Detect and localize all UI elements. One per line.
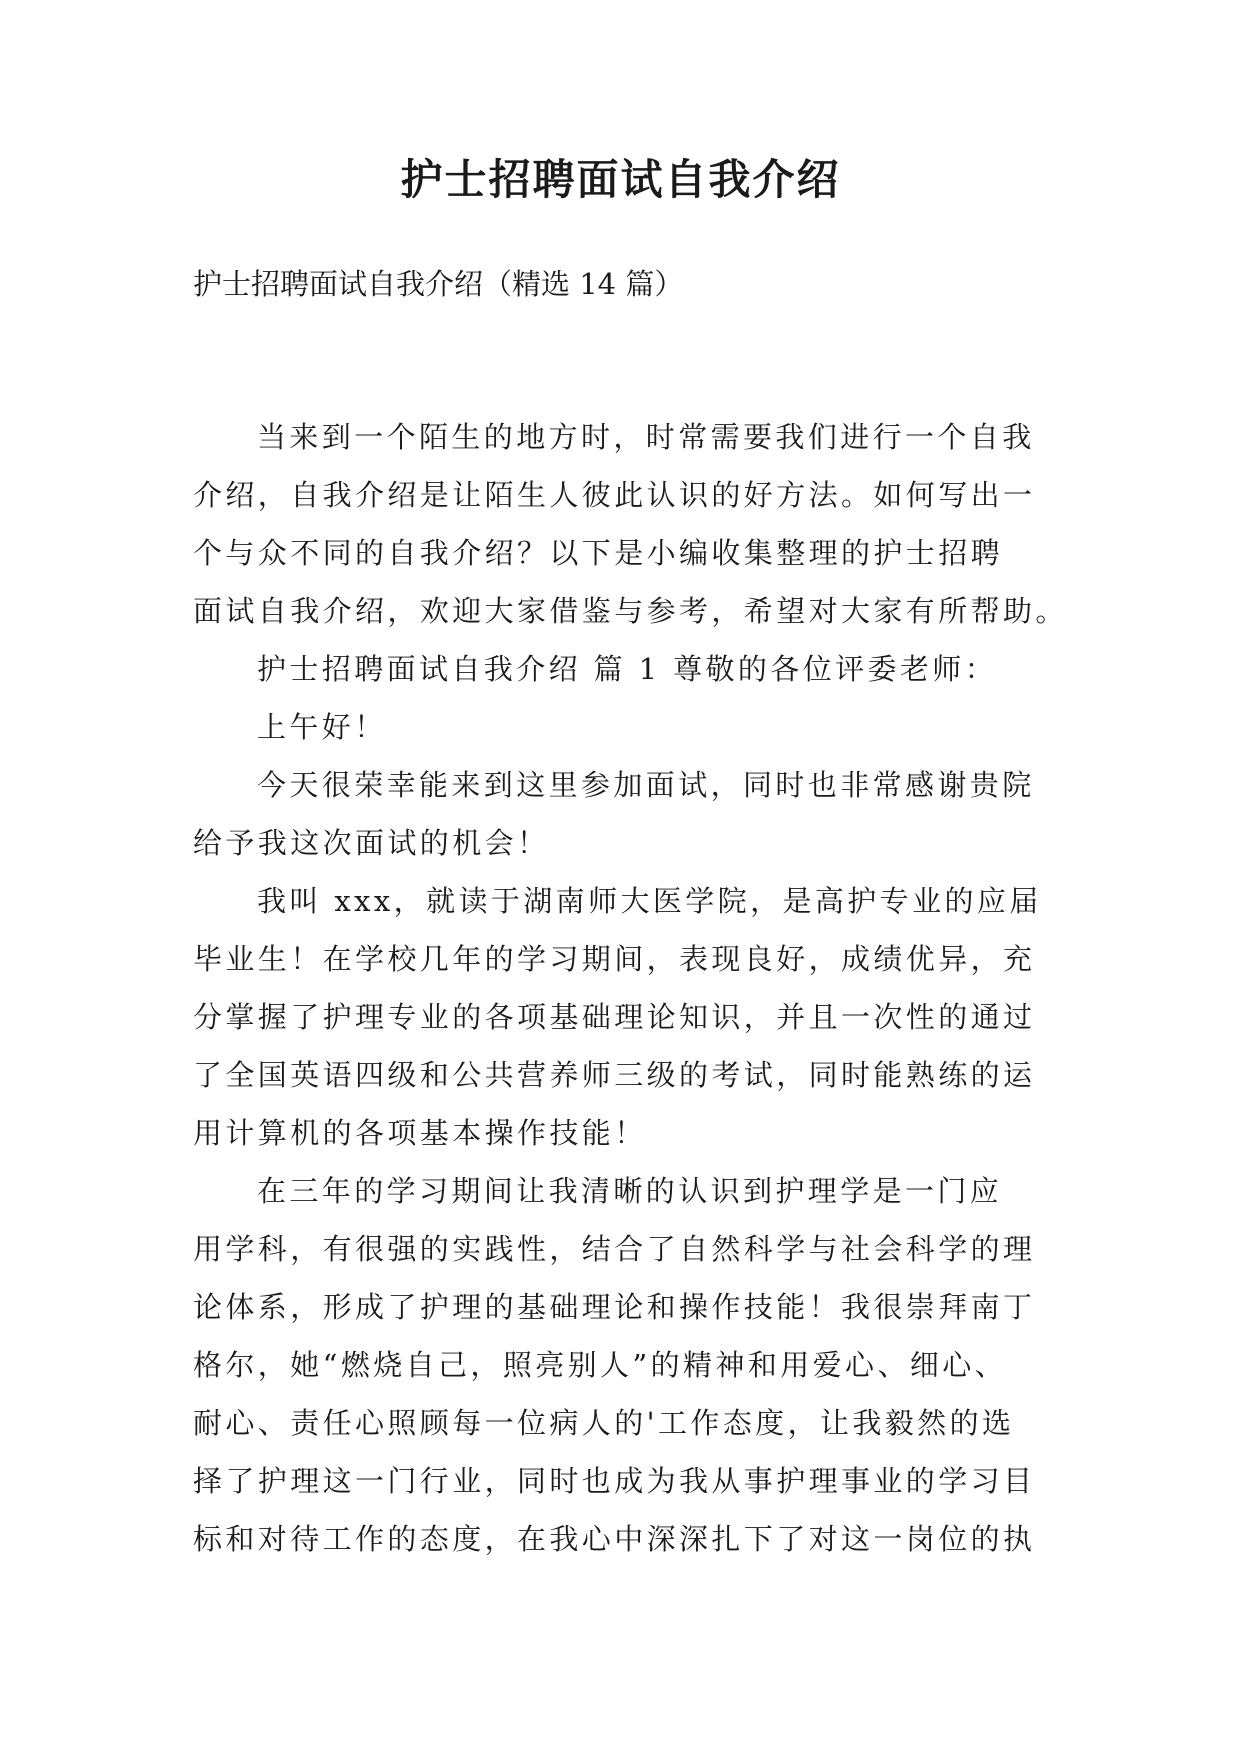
text-line: 用学科，有很强的实践性，结合了自然科学与社会科学的理 xyxy=(193,1232,1036,1266)
text-line: 了全国英语四级和公共营养师三级的考试，同时能熟练的运 xyxy=(193,1058,1036,1092)
text-line: 个与众不同的自我介绍？以下是小编收集整理的护士招聘 xyxy=(193,536,1004,570)
text-line: 分掌握了护理专业的各项基础理论知识，并且一次性的通过 xyxy=(193,1000,1036,1034)
text-line: 格尔，她“燃烧自己，照亮别人”的精神和用爱心、细心、 xyxy=(193,1348,1008,1382)
text-line: 毕业生！在学校几年的学习期间，表现良好，成绩优异，充 xyxy=(193,942,1036,976)
text-line: 今天很荣幸能来到这里参加面试，同时也非常感谢贵院 xyxy=(257,768,1035,802)
text-line: 标和对待工作的态度，在我心中深深扎下了对这一岗位的执 xyxy=(193,1522,1036,1556)
text-line: 论体系，形成了护理的基础理论和操作技能！我很崇拜南丁 xyxy=(193,1290,1036,1324)
document-subtitle: 护士招聘面试自我介绍（精选 14 篇） xyxy=(193,267,684,301)
text-line: 择了护理这一门行业，同时也成为我从事护理事业的学习目 xyxy=(193,1464,1036,1498)
text-line: 护士招聘面试自我介绍 篇 1 尊敬的各位评委老师： xyxy=(257,652,998,686)
document-body xyxy=(193,408,1068,1568)
text-line: 当来到一个陌生的地方时，时常需要我们进行一个自我 xyxy=(257,420,1035,454)
text-line: 介绍，自我介绍是让陌生人彼此认识的好方法。如何写出一 xyxy=(193,478,1036,512)
text-line: 耐心、责任心照顾每一位病人的'工作态度，让我毅然的选 xyxy=(193,1406,1015,1440)
text-line: 给予我这次面试的机会！ xyxy=(193,826,550,860)
text-line: 我叫 xxx，就读于湖南师大医学院，是高护专业的应届 xyxy=(257,884,1042,918)
text-line: 面试自我介绍，欢迎大家借鉴与参考，希望对大家有所帮助。 xyxy=(193,594,1068,628)
text-line: 在三年的学习期间让我清晰的认识到护理学是一门应 xyxy=(257,1174,1003,1208)
document-title: 护士招聘面试自我介绍 xyxy=(400,155,841,204)
text-line: 上午好！ xyxy=(257,710,387,744)
text-line: 用计算机的各项基本操作技能！ xyxy=(193,1116,647,1150)
